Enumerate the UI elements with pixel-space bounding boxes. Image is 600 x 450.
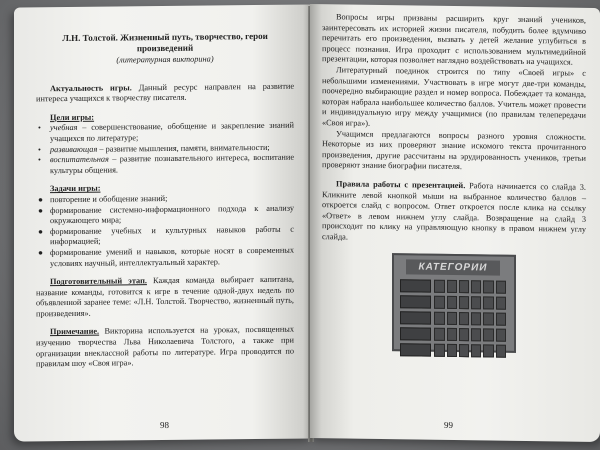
list-item: ● повторение и обобщение знаний;	[38, 193, 168, 205]
slide-title: КАТЕГОРИИ	[406, 260, 500, 276]
page-title: Л.Н. Толстой. Жизненный путь, творчество, герои произведений	[62, 30, 268, 54]
page-number: 98	[160, 419, 169, 431]
paragraph: Литературный поединок строится по типу «Своей игры» с небольшими изменениями. Участвовать в игре могут две-три команды, поочередно выбирающие раздел и номер вопроса. Побеждает та команда, которая набрала наибольшее количество баллов. Учитель может провести и индивидуальную игру между учащимися (по правилам телепередачи «Своя игра»).	[322, 65, 586, 128]
work-rules-paragraph: Правила работы с презентацией. Работа начинается со слайда 3. Кликните левой кнопкой мыши на выбранное количество баллов – откроется слайд с вопросом. Ответ откроется после клика на ссылку «Ответ» в левом нижнем углу слайда. Возвращение на слайд 3 происходит по клику на управляющую кнопку в правом нижнем углу слайда.	[322, 179, 586, 242]
prep-paragraph: Подготовительный этап. Каждая команда выбирает капитана, название команды, готовится к игре в течение одной-двух недель по объявленной заранее теме: «Л.Н. Толстой. Творчество, жизненный путь, произведения».	[36, 274, 294, 319]
goals-list	[36, 121, 294, 177]
list-item: • учебная – совершенствование, обобщение и закрепление знаний учащихся по литературе;	[38, 121, 294, 144]
slide-screenshot	[392, 254, 516, 354]
list-item: • развивающая – развитие мышления, памяти, внимательности;	[38, 142, 270, 154]
relevance-paragraph: Актуальность игры. Данный ресурс направлен на развитие интереса учащихся к творчеству писателя.	[36, 81, 294, 104]
page-subtitle: (литературная викторина)	[116, 54, 214, 65]
page-number: 99	[444, 419, 453, 430]
right-page	[310, 4, 600, 442]
tasks-heading: Задачи игры:	[50, 183, 101, 194]
slide-category-grid	[400, 280, 508, 362]
left-page	[14, 4, 312, 441]
list-item: ● формирование умений и навыков, которые носят в современных условиях научный, интеллектуальный характер.	[38, 245, 294, 268]
goals-heading: Цели игры:	[50, 112, 95, 122]
tasks-list	[36, 193, 294, 270]
paragraph: Вопросы игры призваны расширить круг знаний учеников, заинтересовать их историей жизни писателя, побудить более вдумчиво перечитать его произведения, вызвать у детей желание углубиться в процесс познания. Игра проходит с использованием мультимедийной презентации, которая позволяет наглядно воздействовать на учащихся.	[322, 12, 586, 68]
open-book	[14, 6, 600, 446]
list-item: ● формирование системно-информационного подхода к анализу окружающего мира;	[38, 203, 294, 226]
paragraph: Учащимся предлагаются вопросы разного уровня сложности. Некоторые из них проверяют знание искомого текста прочитанного произведения, другие рассчитаны на эрудированность учеников, третьи проверяют знание биографии писателя.	[322, 128, 586, 172]
list-item: ● формирование учебных и культурных навыков работы с информацией;	[38, 224, 294, 247]
note-paragraph: Примечание. Викторина используется на уроках, посвященных изучению творчества Льва Николаевича Толстого, а также при организации внеклассной работы по литературе. Игра проводится по правилам шоу «Своя игра».	[36, 325, 294, 369]
list-item: • воспитательная – развитие познавательного интереса, воспитание культуры общения.	[38, 152, 294, 175]
